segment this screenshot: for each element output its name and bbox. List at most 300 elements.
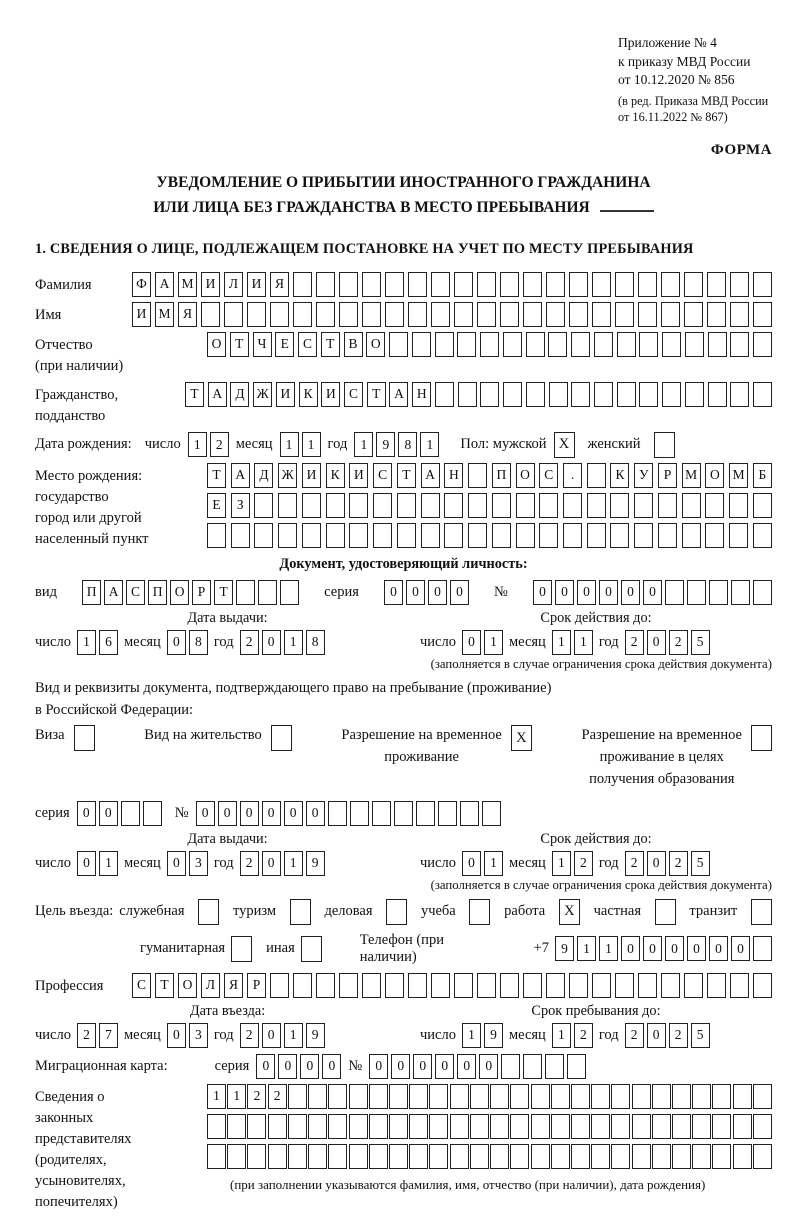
char-box[interactable]: 1: [577, 936, 596, 961]
char-box[interactable]: 2: [268, 1084, 287, 1109]
char-box[interactable]: Я: [270, 272, 289, 297]
char-box[interactable]: [288, 1084, 307, 1109]
char-box[interactable]: [685, 332, 704, 357]
char-box[interactable]: [373, 493, 392, 518]
char-box[interactable]: [429, 1144, 448, 1169]
char-box[interactable]: [408, 272, 427, 297]
representatives-line1-input[interactable]: [207, 1084, 772, 1109]
char-box[interactable]: 0: [621, 580, 640, 605]
issue-month-input[interactable]: [167, 630, 208, 655]
char-box[interactable]: [685, 382, 704, 407]
char-box[interactable]: [302, 523, 321, 548]
char-box[interactable]: О: [178, 973, 197, 998]
char-box[interactable]: 9: [306, 1023, 325, 1048]
char-box[interactable]: [468, 493, 487, 518]
patronymic-input[interactable]: [207, 332, 772, 357]
char-box[interactable]: [516, 523, 535, 548]
char-box[interactable]: [477, 973, 496, 998]
char-box[interactable]: [316, 973, 335, 998]
char-box[interactable]: [634, 523, 653, 548]
char-box[interactable]: [316, 272, 335, 297]
char-box[interactable]: [632, 1114, 651, 1139]
char-box[interactable]: [468, 523, 487, 548]
char-box[interactable]: [501, 1054, 520, 1079]
char-box[interactable]: [682, 523, 701, 548]
char-box[interactable]: [526, 332, 545, 357]
char-box[interactable]: 9: [306, 851, 325, 876]
char-box[interactable]: [482, 801, 501, 826]
char-box[interactable]: [712, 1144, 731, 1169]
char-box[interactable]: [470, 1144, 489, 1169]
char-box[interactable]: П: [492, 463, 511, 488]
char-box[interactable]: [611, 1114, 630, 1139]
char-box[interactable]: [254, 493, 273, 518]
char-box[interactable]: 1: [284, 851, 303, 876]
char-box[interactable]: [551, 1114, 570, 1139]
checkbox-purpose-official[interactable]: [198, 899, 219, 925]
char-box[interactable]: [610, 523, 629, 548]
char-box[interactable]: [431, 272, 450, 297]
char-box[interactable]: [224, 302, 243, 327]
char-box[interactable]: [592, 272, 611, 297]
char-box[interactable]: [431, 973, 450, 998]
char-box[interactable]: [753, 1084, 772, 1109]
char-box[interactable]: Ф: [132, 272, 151, 297]
char-box[interactable]: [730, 382, 749, 407]
char-box[interactable]: [362, 272, 381, 297]
residence-expiry-year-input[interactable]: [625, 851, 710, 876]
char-box[interactable]: [308, 1114, 327, 1139]
phone-input[interactable]: [555, 936, 772, 961]
char-box[interactable]: [567, 1054, 586, 1079]
checkbox-temp-residence-education[interactable]: [751, 725, 772, 751]
char-box[interactable]: [548, 332, 567, 357]
char-box[interactable]: К: [299, 382, 318, 407]
char-box[interactable]: [615, 973, 634, 998]
char-box[interactable]: [684, 272, 703, 297]
issue-day-input[interactable]: [77, 630, 118, 655]
char-box[interactable]: 0: [687, 936, 706, 961]
char-box[interactable]: А: [208, 382, 227, 407]
char-box[interactable]: 2: [77, 1023, 96, 1048]
char-box[interactable]: [551, 1084, 570, 1109]
char-box[interactable]: [326, 523, 345, 548]
char-box[interactable]: [634, 493, 653, 518]
char-box[interactable]: К: [610, 463, 629, 488]
char-box[interactable]: Д: [230, 382, 249, 407]
char-box[interactable]: [416, 801, 435, 826]
char-box[interactable]: [729, 523, 748, 548]
char-box[interactable]: Л: [201, 973, 220, 998]
expiry-month-input[interactable]: [552, 630, 593, 655]
char-box[interactable]: Д: [254, 463, 273, 488]
char-box[interactable]: [545, 1054, 564, 1079]
char-box[interactable]: [429, 1114, 448, 1139]
char-box[interactable]: [201, 302, 220, 327]
char-box[interactable]: [753, 523, 772, 548]
char-box[interactable]: [457, 332, 476, 357]
char-box[interactable]: [308, 1144, 327, 1169]
char-box[interactable]: [421, 523, 440, 548]
char-box[interactable]: 1: [188, 432, 207, 457]
char-box[interactable]: 0: [479, 1054, 498, 1079]
char-box[interactable]: Т: [214, 580, 233, 605]
char-box[interactable]: 2: [210, 432, 229, 457]
char-box[interactable]: [731, 580, 750, 605]
char-box[interactable]: У: [634, 463, 653, 488]
char-box[interactable]: [454, 302, 473, 327]
char-box[interactable]: 2: [625, 851, 644, 876]
char-box[interactable]: 0: [428, 580, 447, 605]
char-box[interactable]: 0: [647, 1023, 666, 1048]
char-box[interactable]: [708, 382, 727, 407]
char-box[interactable]: [389, 1114, 408, 1139]
char-box[interactable]: М: [178, 272, 197, 297]
char-box[interactable]: [372, 801, 391, 826]
char-box[interactable]: [531, 1144, 550, 1169]
char-box[interactable]: [490, 1084, 509, 1109]
char-box[interactable]: А: [389, 382, 408, 407]
char-box[interactable]: 0: [322, 1054, 341, 1079]
char-box[interactable]: [258, 580, 277, 605]
char-box[interactable]: В: [344, 332, 363, 357]
char-box[interactable]: [707, 973, 726, 998]
char-box[interactable]: [526, 382, 545, 407]
char-box[interactable]: [394, 801, 413, 826]
char-box[interactable]: [397, 493, 416, 518]
char-box[interactable]: [409, 1144, 428, 1169]
char-box[interactable]: Т: [367, 382, 386, 407]
char-box[interactable]: 0: [256, 1054, 275, 1079]
char-box[interactable]: 2: [669, 630, 688, 655]
char-box[interactable]: [408, 973, 427, 998]
char-box[interactable]: [753, 272, 772, 297]
char-box[interactable]: [569, 302, 588, 327]
char-box[interactable]: 0: [99, 801, 118, 826]
residence-number-input[interactable]: [196, 801, 501, 826]
char-box[interactable]: [587, 463, 606, 488]
char-box[interactable]: Р: [247, 973, 266, 998]
surname-input[interactable]: [132, 272, 772, 297]
profession-input[interactable]: [132, 973, 772, 998]
char-box[interactable]: [661, 302, 680, 327]
char-box[interactable]: [207, 523, 226, 548]
char-box[interactable]: [733, 1084, 752, 1109]
char-box[interactable]: 0: [643, 580, 662, 605]
char-box[interactable]: [349, 1114, 368, 1139]
birth-place-line2-input[interactable]: [207, 493, 772, 518]
residence-issue-day-input[interactable]: [77, 851, 118, 876]
char-box[interactable]: [591, 1114, 610, 1139]
char-box[interactable]: [369, 1114, 388, 1139]
char-box[interactable]: [563, 523, 582, 548]
birth-year-input[interactable]: [354, 432, 439, 457]
residence-issue-month-input[interactable]: [167, 851, 208, 876]
char-box[interactable]: [523, 272, 542, 297]
char-box[interactable]: О: [705, 463, 724, 488]
char-box[interactable]: 1: [552, 630, 571, 655]
checkbox-purpose-other[interactable]: [301, 936, 322, 962]
char-box[interactable]: 8: [306, 630, 325, 655]
char-box[interactable]: [510, 1084, 529, 1109]
char-box[interactable]: [546, 272, 565, 297]
char-box[interactable]: Т: [155, 973, 174, 998]
migration-number-input[interactable]: [369, 1054, 586, 1079]
char-box[interactable]: 2: [240, 630, 259, 655]
char-box[interactable]: [571, 1084, 590, 1109]
char-box[interactable]: 2: [574, 851, 593, 876]
char-box[interactable]: [350, 801, 369, 826]
char-box[interactable]: [569, 973, 588, 998]
char-box[interactable]: [326, 493, 345, 518]
char-box[interactable]: [531, 1114, 550, 1139]
char-box[interactable]: 3: [189, 1023, 208, 1048]
char-box[interactable]: [480, 382, 499, 407]
char-box[interactable]: 0: [262, 801, 281, 826]
char-box[interactable]: [339, 973, 358, 998]
char-box[interactable]: [339, 272, 358, 297]
char-box[interactable]: 0: [306, 801, 325, 826]
char-box[interactable]: [339, 302, 358, 327]
char-box[interactable]: [730, 973, 749, 998]
char-box[interactable]: М: [682, 463, 701, 488]
entry-month-input[interactable]: [167, 1023, 208, 1048]
char-box[interactable]: 0: [435, 1054, 454, 1079]
char-box[interactable]: Н: [412, 382, 431, 407]
checkbox-purpose-business[interactable]: [386, 899, 407, 925]
char-box[interactable]: 5: [691, 630, 710, 655]
char-box[interactable]: Т: [321, 332, 340, 357]
char-box[interactable]: [444, 523, 463, 548]
citizenship-input[interactable]: [185, 382, 772, 407]
char-box[interactable]: [638, 973, 657, 998]
char-box[interactable]: [639, 332, 658, 357]
checkbox-purpose-study[interactable]: [469, 899, 490, 925]
char-box[interactable]: [278, 523, 297, 548]
char-box[interactable]: 0: [709, 936, 728, 961]
char-box[interactable]: 0: [167, 1023, 186, 1048]
char-box[interactable]: [551, 1144, 570, 1169]
char-box[interactable]: [708, 332, 727, 357]
char-box[interactable]: [729, 493, 748, 518]
char-box[interactable]: [477, 272, 496, 297]
char-box[interactable]: С: [132, 973, 151, 998]
char-box[interactable]: [672, 1114, 691, 1139]
char-box[interactable]: 0: [665, 936, 684, 961]
representatives-line3-input[interactable]: [207, 1144, 772, 1169]
char-box[interactable]: Р: [658, 463, 677, 488]
entry-day-input[interactable]: [77, 1023, 118, 1048]
char-box[interactable]: [490, 1114, 509, 1139]
char-box[interactable]: [270, 302, 289, 327]
char-box[interactable]: [730, 302, 749, 327]
char-box[interactable]: [369, 1084, 388, 1109]
char-box[interactable]: [492, 523, 511, 548]
name-input[interactable]: [132, 302, 772, 327]
char-box[interactable]: И: [132, 302, 151, 327]
expiry-day-input[interactable]: [462, 630, 503, 655]
char-box[interactable]: [594, 382, 613, 407]
char-box[interactable]: О: [207, 332, 226, 357]
representatives-line2-input[interactable]: [207, 1114, 772, 1139]
char-box[interactable]: 1: [227, 1084, 246, 1109]
char-box[interactable]: [349, 1144, 368, 1169]
char-box[interactable]: [733, 1114, 752, 1139]
char-box[interactable]: 2: [240, 1023, 259, 1048]
checkbox-sex-male[interactable]: X: [554, 432, 575, 458]
char-box[interactable]: [503, 382, 522, 407]
char-box[interactable]: 9: [376, 432, 395, 457]
char-box[interactable]: 2: [247, 1084, 266, 1109]
char-box[interactable]: [516, 493, 535, 518]
char-box[interactable]: [421, 493, 440, 518]
char-box[interactable]: [231, 523, 250, 548]
char-box[interactable]: [458, 382, 477, 407]
char-box[interactable]: 1: [280, 432, 299, 457]
char-box[interactable]: [662, 332, 681, 357]
doc-number-input[interactable]: [533, 580, 772, 605]
char-box[interactable]: 0: [284, 801, 303, 826]
char-box[interactable]: 6: [99, 630, 118, 655]
char-box[interactable]: Т: [207, 463, 226, 488]
char-box[interactable]: 0: [167, 851, 186, 876]
char-box[interactable]: [549, 382, 568, 407]
char-box[interactable]: 0: [462, 851, 481, 876]
checkbox-purpose-tourism[interactable]: [290, 899, 311, 925]
char-box[interactable]: [753, 936, 772, 961]
stay-day-input[interactable]: [462, 1023, 503, 1048]
char-box[interactable]: [247, 1114, 266, 1139]
char-box[interactable]: 0: [262, 1023, 281, 1048]
char-box[interactable]: 0: [731, 936, 750, 961]
char-box[interactable]: 0: [462, 630, 481, 655]
char-box[interactable]: [409, 1084, 428, 1109]
char-box[interactable]: 1: [574, 630, 593, 655]
char-box[interactable]: [308, 1084, 327, 1109]
char-box[interactable]: [278, 493, 297, 518]
char-box[interactable]: [288, 1144, 307, 1169]
char-box[interactable]: [753, 382, 772, 407]
char-box[interactable]: Ж: [278, 463, 297, 488]
char-box[interactable]: [753, 332, 772, 357]
checkbox-temp-residence[interactable]: X: [511, 725, 532, 751]
char-box[interactable]: [268, 1144, 287, 1169]
char-box[interactable]: [389, 1084, 408, 1109]
char-box[interactable]: [615, 302, 634, 327]
char-box[interactable]: [692, 1144, 711, 1169]
char-box[interactable]: 9: [484, 1023, 503, 1048]
char-box[interactable]: 0: [647, 851, 666, 876]
char-box[interactable]: П: [148, 580, 167, 605]
checkbox-purpose-private[interactable]: [655, 899, 676, 925]
char-box[interactable]: [571, 1144, 590, 1169]
char-box[interactable]: Н: [444, 463, 463, 488]
char-box[interactable]: 0: [647, 630, 666, 655]
char-box[interactable]: [639, 382, 658, 407]
char-box[interactable]: [672, 1144, 691, 1169]
char-box[interactable]: [652, 1114, 671, 1139]
char-box[interactable]: И: [349, 463, 368, 488]
char-box[interactable]: [523, 973, 542, 998]
char-box[interactable]: [617, 332, 636, 357]
char-box[interactable]: [293, 302, 312, 327]
char-box[interactable]: О: [516, 463, 535, 488]
char-box[interactable]: 0: [262, 851, 281, 876]
char-box[interactable]: 2: [574, 1023, 593, 1048]
char-box[interactable]: [591, 1084, 610, 1109]
char-box[interactable]: [316, 302, 335, 327]
char-box[interactable]: [373, 523, 392, 548]
char-box[interactable]: 0: [391, 1054, 410, 1079]
char-box[interactable]: [480, 332, 499, 357]
char-box[interactable]: [563, 493, 582, 518]
char-box[interactable]: [594, 332, 613, 357]
char-box[interactable]: [429, 1084, 448, 1109]
char-box[interactable]: 2: [625, 630, 644, 655]
char-box[interactable]: О: [170, 580, 189, 605]
char-box[interactable]: [450, 1084, 469, 1109]
char-box[interactable]: 0: [300, 1054, 319, 1079]
char-box[interactable]: 0: [77, 851, 96, 876]
char-box[interactable]: [247, 1144, 266, 1169]
birth-place-line3-input[interactable]: [207, 523, 772, 548]
char-box[interactable]: 0: [262, 630, 281, 655]
migration-series-input[interactable]: [256, 1054, 341, 1079]
char-box[interactable]: 0: [413, 1054, 432, 1079]
char-box[interactable]: [753, 1114, 772, 1139]
char-box[interactable]: 0: [406, 580, 425, 605]
char-box[interactable]: [615, 272, 634, 297]
char-box[interactable]: [389, 1144, 408, 1169]
birth-day-input[interactable]: [188, 432, 229, 457]
char-box[interactable]: [684, 302, 703, 327]
char-box[interactable]: [705, 493, 724, 518]
char-box[interactable]: 2: [669, 851, 688, 876]
char-box[interactable]: [665, 580, 684, 605]
char-box[interactable]: [638, 272, 657, 297]
residence-issue-year-input[interactable]: [240, 851, 325, 876]
char-box[interactable]: [385, 302, 404, 327]
char-box[interactable]: С: [298, 332, 317, 357]
checkbox-purpose-work[interactable]: X: [559, 899, 580, 925]
char-box[interactable]: 0: [384, 580, 403, 605]
char-box[interactable]: 9: [555, 936, 574, 961]
char-box[interactable]: 8: [398, 432, 417, 457]
char-box[interactable]: [610, 493, 629, 518]
char-box[interactable]: П: [82, 580, 101, 605]
char-box[interactable]: [531, 1084, 550, 1109]
char-box[interactable]: [510, 1114, 529, 1139]
char-box[interactable]: С: [539, 463, 558, 488]
char-box[interactable]: А: [421, 463, 440, 488]
char-box[interactable]: Р: [192, 580, 211, 605]
char-box[interactable]: [638, 302, 657, 327]
checkbox-purpose-transit[interactable]: [751, 899, 772, 925]
char-box[interactable]: [632, 1144, 651, 1169]
char-box[interactable]: 1: [484, 630, 503, 655]
char-box[interactable]: [539, 493, 558, 518]
char-box[interactable]: [652, 1144, 671, 1169]
char-box[interactable]: 1: [302, 432, 321, 457]
char-box[interactable]: 1: [354, 432, 373, 457]
char-box[interactable]: [500, 973, 519, 998]
char-box[interactable]: [490, 1144, 509, 1169]
char-box[interactable]: [435, 382, 454, 407]
char-box[interactable]: 2: [240, 851, 259, 876]
char-box[interactable]: [733, 1144, 752, 1169]
char-box[interactable]: 1: [462, 1023, 481, 1048]
char-box[interactable]: [227, 1114, 246, 1139]
